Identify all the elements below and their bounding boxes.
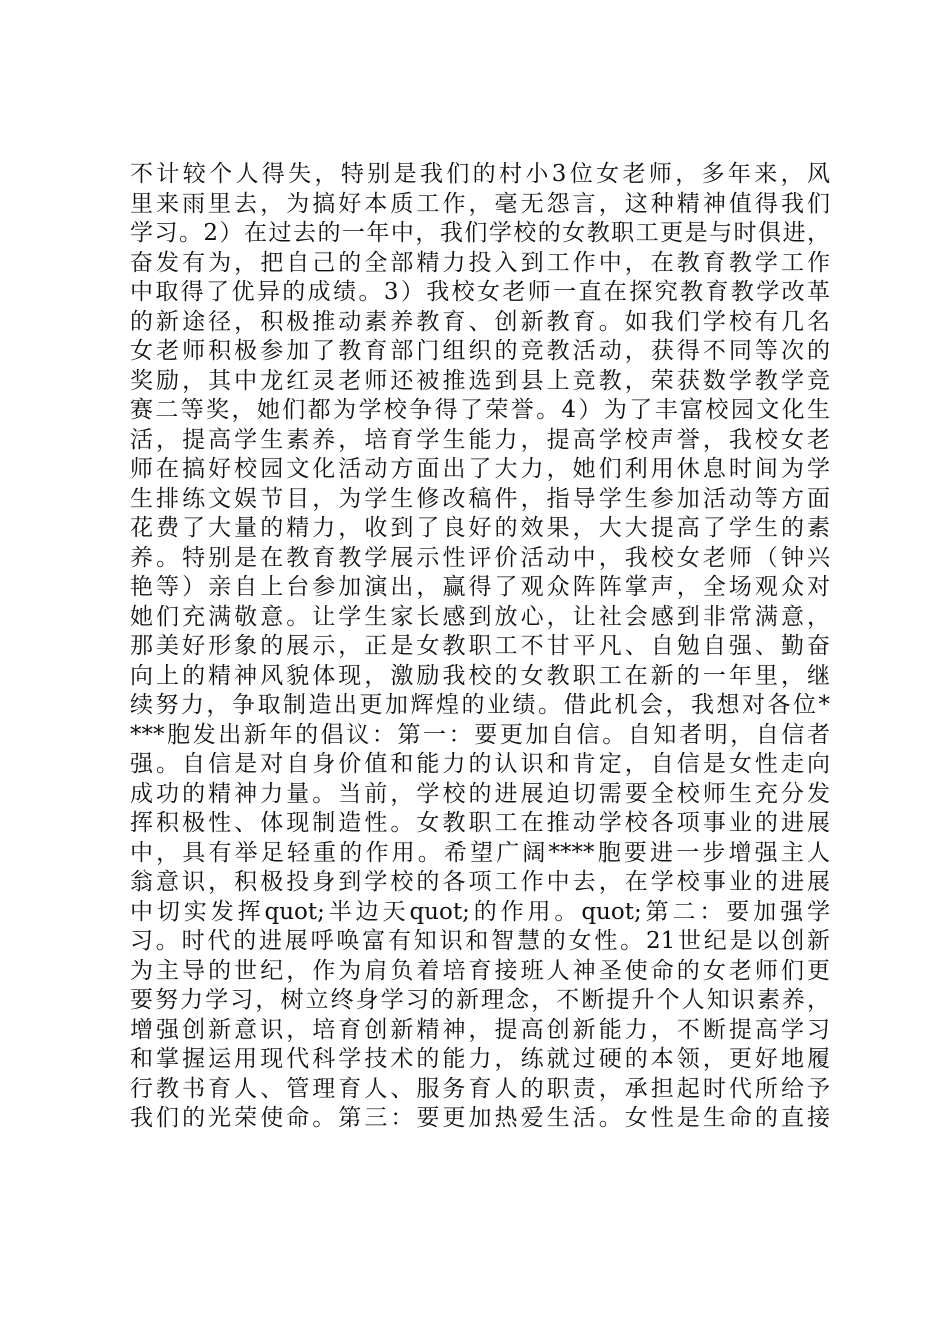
text-line: 艳等）亲自上台参加演出，赢得了观众阵阵掌声，全场观众对 xyxy=(130,574,830,600)
text-line: 续努力，争取制造出更加辉煌的业绩。借此机会，我想对各位* xyxy=(130,692,830,718)
text-line: 师在搞好校园文化活动方面出了大力，她们利用休息时间为学 xyxy=(130,456,830,482)
text-line: 翁意识，积极投身到学校的各项工作中去，在学校事业的进展 xyxy=(130,869,830,895)
text-line: 我们的光荣使命。第三：要更加热爱生活。女性是生命的直接 xyxy=(130,1105,830,1131)
text-line: 里来雨里去，为搞好本质工作，毫无怨言，这种精神值得我们 xyxy=(130,190,830,217)
text-line: 中取得了优异的成绩。3）我校女老师一直在探究教育教学改革 xyxy=(130,279,830,305)
text-line: 增强创新意识，培育创新精神，提高创新能力，不断提高学习 xyxy=(130,1016,830,1043)
text-line: 赛二等奖，她们都为学校争得了荣誉。4）为了丰富校园文化生 xyxy=(130,397,830,423)
text-line: 那美好形象的展示，正是女教职工不甘平凡、自勉自强、勤奋 xyxy=(130,633,830,659)
text-line: 挥积极性、体现制造性。女教职工在推动学校各项事业的进展 xyxy=(130,810,830,836)
text-line: 习。时代的进展呼唤富有知识和智慧的女性。21世纪是以创新 xyxy=(130,928,830,954)
text-line: 成功的精神力量。当前，学校的进展迫切需要全校师生充分发 xyxy=(130,780,830,807)
text-line: 奋发有为，把自己的全部精力投入到工作中，在教育教学工作 xyxy=(130,249,830,276)
text-line: 不计较个人得失，特别是我们的村小3位女老师，多年来，风 xyxy=(130,161,830,187)
text-line: 为主导的世纪，作为肩负着培育接班人神圣使命的女老师们更 xyxy=(130,957,830,984)
text-line: 和掌握运用现代科学技术的能力，练就过硬的本领，更好地履 xyxy=(130,1046,830,1072)
text-line: 要努力学习，树立终身学习的新理念，不断提升个人知识素养， xyxy=(130,987,830,1013)
body-text xyxy=(130,160,830,1134)
text-line: 她们充满敬意。让学生家长感到放心，让社会感到非常满意， xyxy=(130,603,830,630)
text-line: 花费了大量的精力，收到了良好的效果，大大提高了学生的素 xyxy=(130,515,830,541)
text-line: 活，提高学生素养，培育学生能力，提高学校声誉，我校女老 xyxy=(130,426,830,453)
text-line: 学习。2）在过去的一年中，我们学校的女教职工更是与时俱进， xyxy=(130,220,830,246)
text-line: 行教书育人、管理育人、服务育人的职责，承担起时代所给予 xyxy=(130,1075,830,1102)
text-line: 向上的精神风貌体现，激励我校的女教职工在新的一年里，继 xyxy=(130,662,830,689)
text-line: 养。特别是在教育教学展示性评价活动中，我校女老师（钟兴 xyxy=(130,544,830,571)
text-line: ***胞发出新年的倡议：第一：要更加自信。自知者明，自信者 xyxy=(130,721,830,748)
text-line: 的新途径，积极推动素养教育、创新教育。如我们学校有几名 xyxy=(130,308,830,335)
text-line: 中，具有举足轻重的作用。希望广阔****胞要进一步增强主人 xyxy=(130,839,830,866)
text-line: 奖励，其中龙红灵老师还被推选到县上竞教，荣获数学教学竞 xyxy=(130,367,830,394)
text-line: 中切实发挥quot;半边天quot;的作用。quot;第二：要加强学 xyxy=(130,898,830,925)
text-line: 强。自信是对自身价值和能力的认识和肯定，自信是女性走向 xyxy=(130,751,830,777)
text-line: 生排练文娱节目，为学生修改稿件，指导学生参加活动等方面 xyxy=(130,485,830,512)
text-line: 女老师积极参加了教育部门组织的竞教活动，获得不同等次的 xyxy=(130,338,830,364)
